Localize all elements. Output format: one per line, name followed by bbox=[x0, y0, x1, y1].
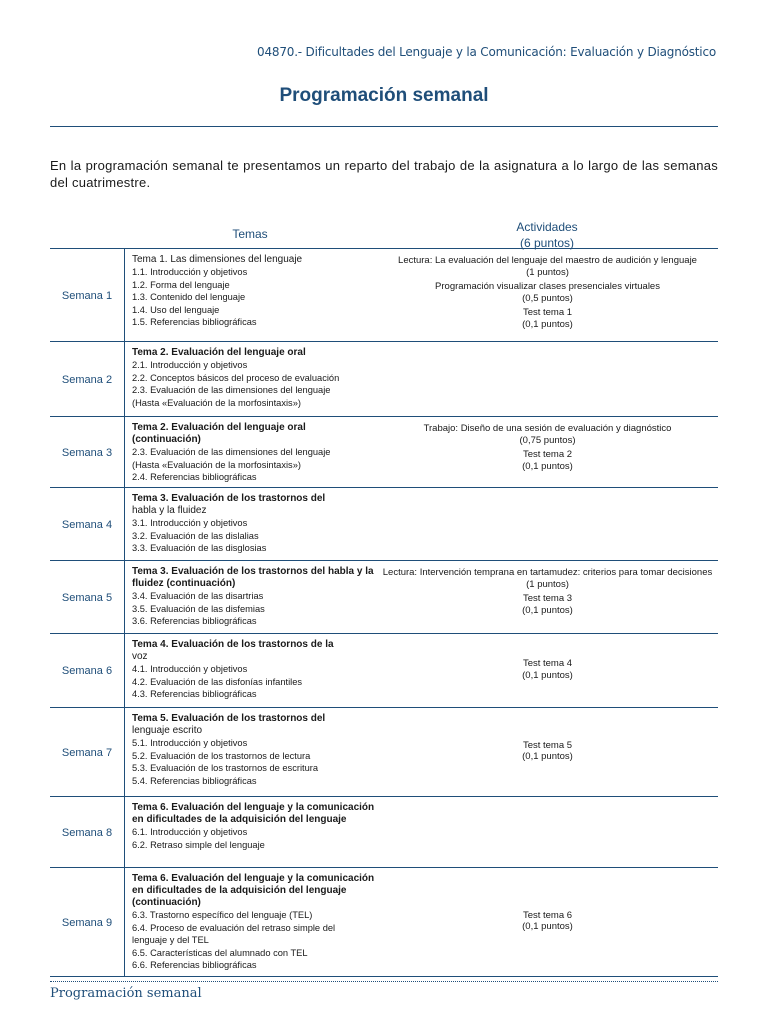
table-row bbox=[50, 341, 718, 417]
week-label: Semana 2 bbox=[61, 373, 113, 386]
topic-subitem: 6.4. Proceso de evaluación del retraso simple del bbox=[132, 922, 336, 933]
topic-subitem: 1.4. Uso del lenguaje bbox=[132, 304, 220, 315]
activity-item bbox=[377, 255, 718, 278]
title-divider bbox=[50, 126, 718, 127]
topic-subitem: 4.2. Evaluación de las disfonías infantiles bbox=[132, 676, 303, 687]
topic-title bbox=[132, 802, 377, 826]
footer-divider bbox=[50, 981, 718, 982]
course-header: 04870.- Dificultades del Lenguaje y la Comunicación: Evaluación y Diagnóstico bbox=[257, 45, 716, 59]
activity-item bbox=[377, 567, 718, 590]
week-topics bbox=[124, 417, 377, 488]
topic-subitem: 5.2. Evaluación de los trastornos de lectura bbox=[132, 750, 311, 761]
topic-title-bold: Tema 5. Evaluación de los trastornos del bbox=[132, 713, 326, 724]
topic-subitem: 6.5. Características del alumnado con TEL bbox=[132, 947, 308, 958]
activity-item bbox=[377, 281, 718, 304]
week-label: Semana 9 bbox=[61, 916, 113, 929]
topic-title-bold: Tema 3. Evaluación de los trastornos del habla y la fluidez (continuación) bbox=[132, 566, 374, 589]
topic-title-plain: habla y la fluidez bbox=[132, 505, 207, 516]
week-activities bbox=[377, 249, 718, 342]
topic-subitem: 3.5. Evaluación de las disfemias bbox=[132, 603, 265, 614]
activity-name: Programación visualizar clases presenciales virtuales bbox=[435, 281, 660, 292]
week-topics bbox=[124, 342, 377, 417]
week-topics bbox=[124, 708, 377, 797]
activity-item bbox=[377, 740, 718, 763]
activity-name: Test tema 6 bbox=[522, 909, 573, 921]
week-topics bbox=[124, 249, 377, 342]
week-label: Semana 7 bbox=[61, 746, 113, 759]
activity-item bbox=[377, 658, 718, 681]
activity-name: Test tema 3 bbox=[522, 593, 573, 604]
topic-subitem: 3.6. Referencias bibliográficas bbox=[132, 616, 257, 626]
activity-points: (1 puntos) bbox=[526, 578, 569, 590]
table-row bbox=[50, 487, 718, 561]
activity-item bbox=[377, 910, 718, 933]
topic-title-bold: Tema 6. Evaluación del lenguaje y la comunicación en dificultades de la adquisición del lenguaje bbox=[132, 802, 375, 825]
topic-title-bold: Tema 2. Evaluación del lenguaje oral (continuación) bbox=[132, 422, 306, 445]
activity-name: Test tema 4 bbox=[522, 658, 573, 669]
week-activities bbox=[377, 634, 718, 708]
topic-subitem: 4.1. Introducción y objetivos bbox=[132, 664, 248, 674]
topic-title bbox=[132, 493, 377, 517]
topic-title-bold: Tema 4. Evaluación de los trastornos de la bbox=[132, 639, 334, 650]
table-row bbox=[50, 560, 718, 634]
topic-subitem: 3.4. Evaluación de las disartrias bbox=[132, 591, 264, 601]
week-activities bbox=[377, 561, 718, 634]
topic-subitem: lenguaje y del TEL bbox=[132, 935, 209, 945]
week-activities bbox=[377, 708, 718, 797]
table-row bbox=[50, 416, 718, 488]
activity-name: Lectura: Intervención temprana en tartamudez: criterios para tomar decisiones bbox=[382, 567, 713, 578]
topic-title bbox=[132, 873, 377, 909]
topic-subitem: 5.3. Evaluación de los trastornos de escritura bbox=[132, 763, 319, 773]
topic-title bbox=[132, 254, 377, 266]
topic-subitem: 1.1. Introducción y objetivos bbox=[132, 267, 248, 277]
topic-subitem: 3.3. Evaluación de las disglosias bbox=[132, 543, 267, 553]
week-label: Semana 5 bbox=[61, 591, 113, 604]
topic-title-plain: Tema 1. Las dimensiones del lenguaje bbox=[132, 254, 303, 265]
activity-name: Lectura: La evaluación del lenguaje del maestro de audición y lenguaje bbox=[398, 255, 697, 266]
week-topics bbox=[124, 797, 377, 868]
table-row bbox=[50, 796, 718, 868]
topic-subitem: 6.3. Trastorno específico del lenguaje (TEL) bbox=[132, 910, 313, 920]
topic-subitem: 6.1. Introducción y objetivos bbox=[132, 827, 248, 837]
topic-subitem: 6.2. Retraso simple del lenguaje bbox=[132, 839, 265, 850]
activity-points: (0,1 puntos) bbox=[522, 751, 573, 762]
topic-subitem: 6.6. Referencias bibliográficas bbox=[132, 960, 257, 970]
topic-subitem: 3.1. Introducción y objetivos bbox=[132, 518, 248, 528]
activity-points: (0,1 puntos) bbox=[522, 669, 573, 681]
actividades-header-points: (6 puntos) bbox=[519, 236, 575, 250]
topic-title-plain: voz bbox=[132, 651, 148, 662]
week-activities bbox=[377, 342, 718, 417]
footer-title: Programación semanal bbox=[50, 986, 202, 1001]
activity-name: Trabajo: Diseño de una sesión de evaluación y diagnóstico bbox=[423, 423, 672, 434]
activity-points: (0,1 puntos) bbox=[522, 460, 573, 472]
topic-subitem: 1.3. Contenido del lenguaje bbox=[132, 292, 246, 302]
week-label: Semana 1 bbox=[61, 289, 113, 302]
activity-points: (0,5 puntos) bbox=[522, 292, 573, 304]
topic-subitem: 2.4. Referencias bibliográficas bbox=[132, 472, 257, 482]
week-topics bbox=[124, 868, 377, 977]
topic-title-bold: Tema 2. Evaluación del lenguaje oral bbox=[132, 347, 306, 358]
topic-subitem: 1.2. Forma del lenguaje bbox=[132, 279, 230, 290]
page-title: Programación semanal bbox=[279, 85, 489, 106]
topic-subitem: 3.2. Evaluación de las dislalias bbox=[132, 530, 259, 541]
topic-subitem: (Hasta «Evaluación de la morfosintaxis») bbox=[132, 397, 301, 408]
table-row bbox=[50, 248, 718, 342]
topic-subitem: 4.3. Referencias bibliográficas bbox=[132, 689, 257, 699]
topic-title bbox=[132, 566, 377, 590]
topic-title-plain: lenguaje escrito bbox=[132, 725, 203, 736]
topic-subitem: 2.3. Evaluación de las dimensiones del lenguaje bbox=[132, 447, 331, 457]
activity-item bbox=[377, 423, 718, 446]
week-label: Semana 4 bbox=[61, 518, 113, 531]
topic-subitem: 5.1. Introducción y objetivos bbox=[132, 738, 248, 748]
week-topics bbox=[124, 488, 377, 561]
topic-subitem: 2.3. Evaluación de las dimensiones del lenguaje bbox=[132, 385, 331, 395]
week-activities bbox=[377, 488, 718, 561]
actividades-column-header bbox=[376, 219, 718, 251]
activity-points: (0,1 puntos) bbox=[522, 604, 573, 616]
topic-title bbox=[132, 639, 377, 663]
week-label: Semana 6 bbox=[61, 665, 113, 677]
topic-title-bold: Tema 3. Evaluación de los trastornos del bbox=[132, 493, 326, 504]
intro-paragraph: En la programación semanal te presentamos un reparto del trabajo de la asignatura a lo largo de las semanas del cuatrimestre. bbox=[50, 158, 718, 190]
topic-subitem: 5.4. Referencias bibliográficas bbox=[132, 775, 257, 786]
topic-subitem: (Hasta «Evaluación de la morfosintaxis») bbox=[132, 459, 301, 470]
activity-name: Test tema 5 bbox=[522, 739, 573, 751]
activity-points: (1 puntos) bbox=[526, 266, 569, 278]
actividades-header-label: Actividades bbox=[516, 220, 578, 234]
activity-item bbox=[377, 307, 718, 330]
topic-subitem: 2.2. Conceptos básicos del proceso de evaluación bbox=[132, 372, 340, 383]
activity-name: Test tema 2 bbox=[522, 449, 573, 460]
week-label: Semana 8 bbox=[61, 826, 113, 839]
topic-title bbox=[132, 347, 377, 359]
activity-points: (0,1 puntos) bbox=[522, 921, 573, 932]
week-topics bbox=[124, 561, 377, 634]
temas-column-header: Temas bbox=[232, 227, 268, 241]
week-topics bbox=[124, 634, 377, 708]
topic-subitem: 1.5. Referencias bibliográficas bbox=[132, 317, 257, 327]
topic-title-bold: Tema 6. Evaluación del lenguaje y la comunicación en dificultades de la adquisición del lenguaje (continuación) bbox=[132, 873, 375, 908]
week-activities bbox=[377, 417, 718, 488]
topic-title bbox=[132, 713, 377, 737]
table-row bbox=[50, 633, 718, 708]
activity-item bbox=[377, 593, 718, 616]
topic-title bbox=[132, 422, 377, 446]
table-row bbox=[50, 867, 718, 977]
week-activities bbox=[377, 868, 718, 977]
activity-points: (0,75 puntos) bbox=[519, 434, 576, 446]
week-label: Semana 3 bbox=[61, 446, 113, 459]
activity-name: Test tema 1 bbox=[522, 307, 573, 318]
week-activities bbox=[377, 797, 718, 868]
activity-points: (0,1 puntos) bbox=[522, 318, 573, 330]
activity-item bbox=[377, 449, 718, 472]
table-row bbox=[50, 707, 718, 797]
topic-subitem: 2.1. Introducción y objetivos bbox=[132, 360, 248, 370]
